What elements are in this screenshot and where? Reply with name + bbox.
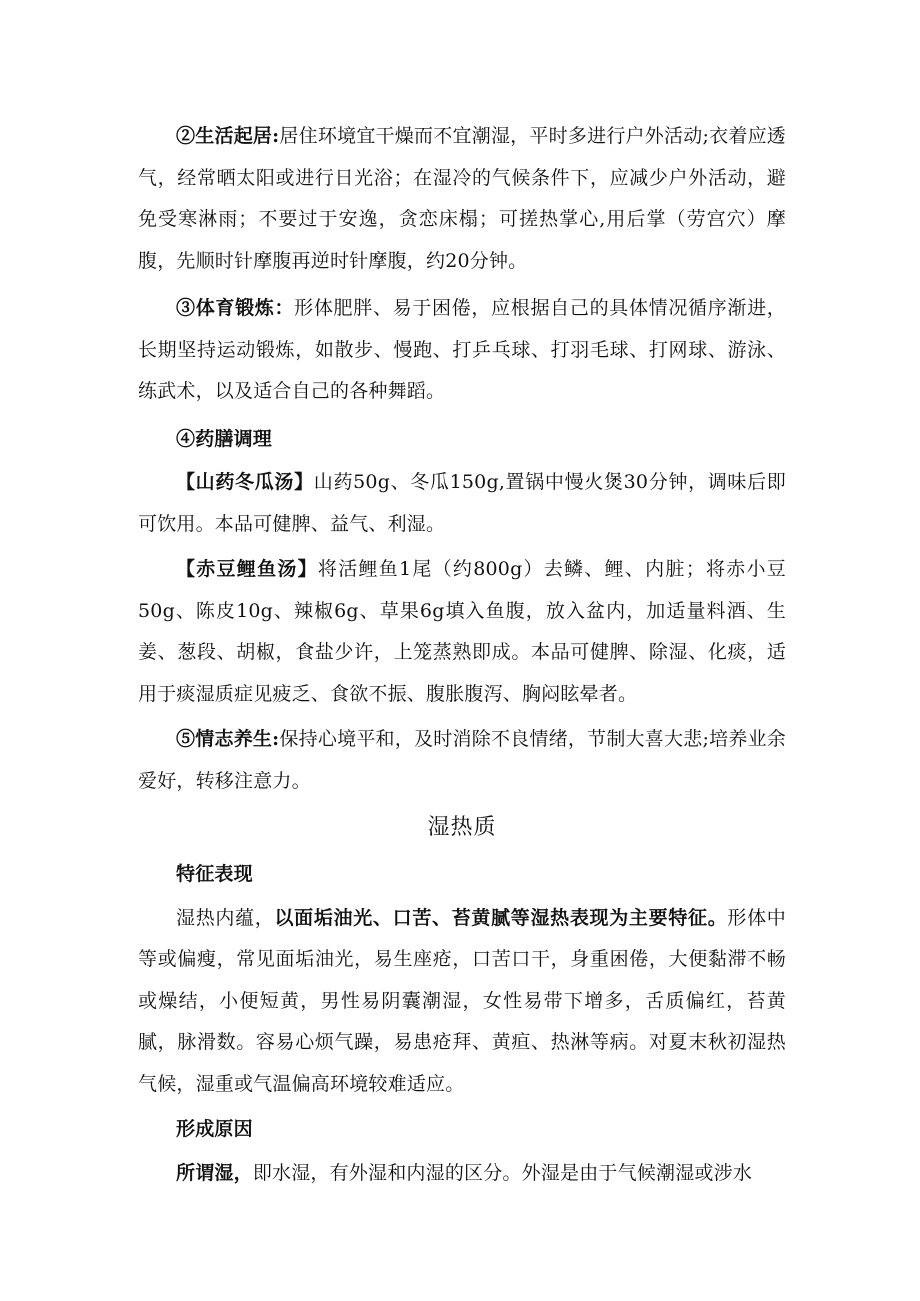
emotion-title: ⑤情志养生:	[176, 728, 280, 750]
paragraph-recipe-2	[138, 549, 786, 715]
paragraph-exercise	[138, 288, 786, 413]
exercise-title: ③体育锻炼：	[176, 297, 295, 319]
recipe2-text: 将活鲤鱼1尾（约800g）去鳞、鲤、内脏；将赤小豆50g、陈皮10g、辣椒6g、草果6g填入鱼腹，放入盆内，加适量料酒、生姜、葱段、胡椒，食盐少许，上笼蒸熟即成。本品可健脾、除湿、化痰，适用于痰湿质症见疲乏、食欲不振、腹胀腹泻、胸闷眩晕者。	[138, 558, 786, 705]
features-text: 形体中等或偏瘦，常见面垢油光，易生座疮，口苦口干，身重困倦，大便黏滞不畅或燥结，小便短黄，男性易阴囊潮湿，女性易带下增多，舌质偏红，苔黄腻，脉滑数。容易心烦气躁，易患疮拜、黄疸、热淋等病。对夏末秋初湿热气候，湿重或气温偏高环境较难适应。	[138, 906, 786, 1095]
exercise-text: 形体肥胖、易于困倦，应根据自己的具体情况循序渐进，长期坚持运动锻炼，如散步、慢跑、打乒乓球、打羽毛球、打网球、游泳、练武术，以及适合自己的各种舞蹈。	[138, 297, 786, 402]
features-lead: 湿热内蕴，	[176, 906, 275, 929]
living-title: ②生活起居:	[176, 125, 280, 147]
causes-text: 即水湿，有外湿和内湿的区分。外湿是由于气候潮湿或涉水	[252, 1161, 753, 1184]
section-heading-damp-heat: 湿热质	[427, 815, 497, 840]
features-title: 特征表现	[176, 863, 253, 885]
living-text: 居住环境宜干燥而不宜潮湿，平时多进行户外活动;衣着应透气，经常晒太阳或进行日光浴；在湿冷的气候条件下，应减少户外活动，避免受寒淋雨；不要过于安逸，贪恋床榻；可搓热掌心,用后掌（劳宫穴）摩腹，先顺时针摩腹再逆时针摩腹，约20分钟。	[138, 125, 786, 272]
recipe1-title: 【山药冬瓜汤】	[176, 471, 314, 493]
features-bold: 以面垢油光、口苦、苔黄腻等湿热表现为主要特征。	[274, 906, 728, 929]
paragraph-causes	[138, 1153, 786, 1195]
recipe1-text: 山药50g、冬瓜150g,置锅中慢火煲30分钟，调味后即可饮用。本品可健脾、益气、利湿。	[138, 471, 786, 535]
diet-title: ④药膳调理	[176, 427, 273, 450]
causes-bold: 所谓湿，	[176, 1161, 253, 1184]
emotion-text: 保持心境平和，及时消除不良情绪，节制大喜大悲;培养业余爱好，转移注意力。	[138, 728, 786, 792]
paragraph-recipe-1	[138, 462, 786, 545]
paragraph-emotion	[138, 719, 786, 802]
paragraph-features	[138, 898, 786, 1106]
paragraph-living	[138, 116, 786, 282]
document-body	[138, 116, 786, 1194]
recipe2-title: 【赤豆鲤鱼汤】	[176, 558, 318, 580]
causes-title: 形成原因	[176, 1118, 253, 1140]
